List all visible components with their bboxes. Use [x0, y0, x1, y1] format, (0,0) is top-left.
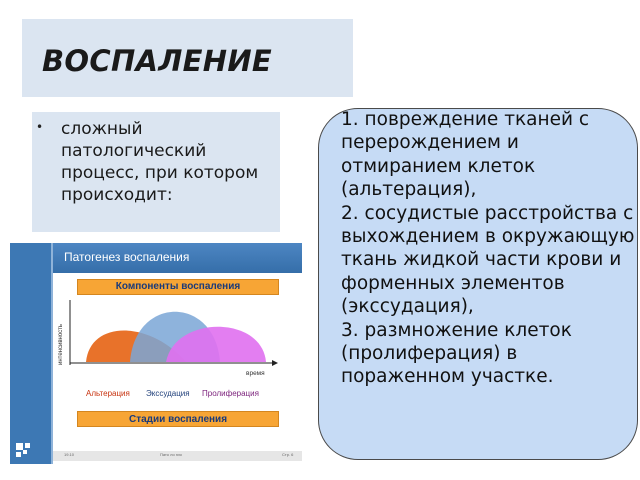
footer-date: 19.10: [64, 452, 75, 457]
slide-header-title: Патогенез воспаления: [64, 250, 190, 264]
legend-exudation: Экссудация: [146, 389, 190, 398]
footer-center: Пато ло гия: [160, 452, 182, 457]
definition-text: сложный патологический процесс, при котором происходит:: [61, 119, 259, 205]
components-label: Компоненты воспаления: [115, 281, 241, 292]
legend-alteration: Альтерация: [86, 389, 130, 398]
list-item: 3. размножение клеток (пролиферация) в пораженном участке.: [341, 319, 572, 388]
footer-page: Стр. 6: [282, 452, 294, 457]
list-item: 2. сосудистые расстройства с выхождением в окружающую ткань жидкой части крови и форменных элементов (экссудация),: [341, 202, 635, 318]
slide-title: ВОСПАЛЕНИЕ: [42, 44, 273, 78]
list-item: 1. повреждение тканей с перерождением и отмиранием клеток (альтерация),: [341, 109, 590, 201]
bullet-marker: •: [36, 120, 44, 134]
x-axis-label: время: [246, 370, 265, 377]
x-axis-arrow: [272, 360, 278, 366]
stages-label: Стадии воспаления: [128, 414, 228, 425]
legend-proliferation: Пролиферация: [202, 389, 259, 398]
y-axis-label: интенсивность: [58, 323, 64, 365]
